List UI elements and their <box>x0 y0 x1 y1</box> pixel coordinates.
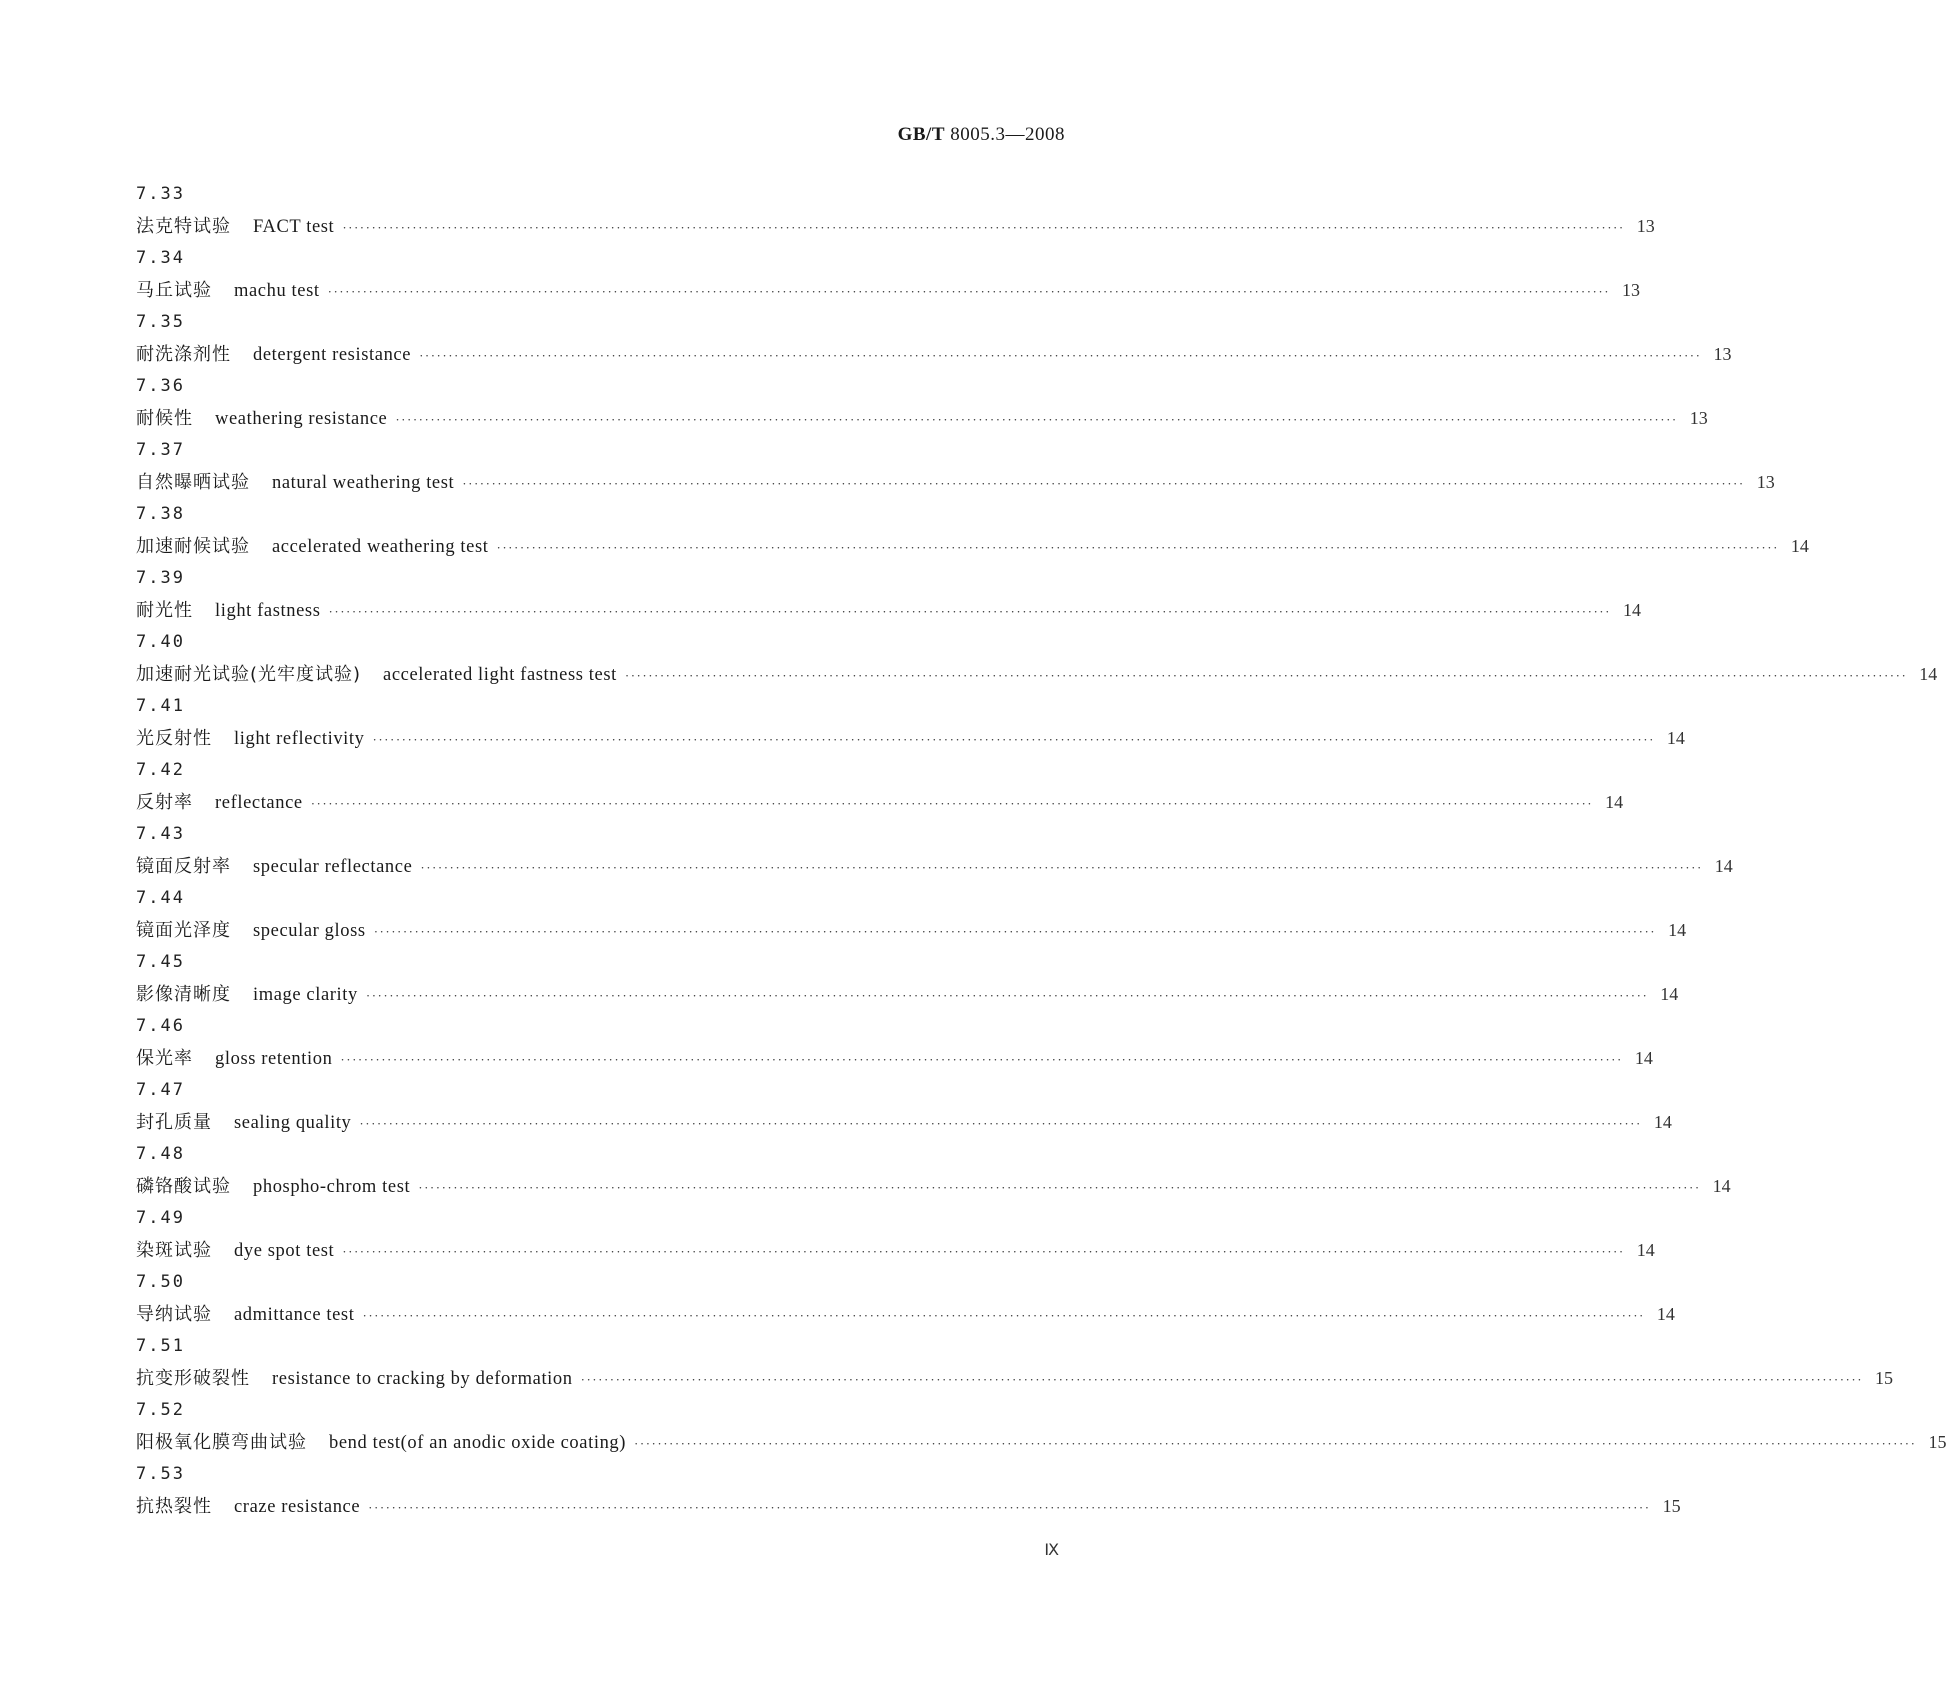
term-chinese: 耐洗涤剂性 <box>136 344 231 365</box>
entry-line <box>136 1170 1731 1202</box>
entry-line <box>136 914 1687 946</box>
entry-number: 7.47 <box>136 1080 185 1100</box>
entry-number: 7.38 <box>136 504 185 524</box>
term-english: bend test(of an anodic oxide coating) <box>329 1433 627 1453</box>
term-english: image clarity <box>253 985 358 1005</box>
term-english: specular gloss <box>253 921 366 941</box>
toc-entry <box>136 1202 1655 1266</box>
toc-entry <box>136 1074 1672 1138</box>
dot-leader: ···························································································································································································································· <box>420 860 1703 875</box>
term-english: weathering resistance <box>215 409 388 429</box>
dot-leader: ···························································································································································································································· <box>419 348 1702 363</box>
toc-entry <box>136 562 1641 626</box>
toc-entry <box>136 1010 1653 1074</box>
toc-entry <box>136 1266 1675 1330</box>
entry-page-number: 14 <box>1622 600 1641 620</box>
dot-leader: ···························································································································································································································· <box>462 476 1745 491</box>
term-english: admittance test <box>234 1305 355 1325</box>
term-chinese: 封孔质量 <box>136 1112 212 1133</box>
entry-page-number: 14 <box>1660 984 1679 1004</box>
entry-number: 7.33 <box>136 184 185 204</box>
term-chinese: 马丘试验 <box>136 280 212 301</box>
term-chinese: 加速耐光试验(光牢度试验) <box>136 664 362 685</box>
dot-leader: ···························································································································································································································· <box>496 540 1779 555</box>
entry-line <box>136 1426 1946 1458</box>
term-chinese: 磷铬酸试验 <box>136 1176 231 1197</box>
toc-entry <box>136 1458 1681 1522</box>
entry-page-number: 13 <box>1713 344 1732 364</box>
term-chinese: 导纳试验 <box>136 1304 212 1325</box>
term-english: detergent resistance <box>253 345 412 365</box>
entry-number: 7.35 <box>136 312 185 332</box>
term-chinese: 镜面光泽度 <box>136 920 231 941</box>
term-english: resistance to cracking by deformation <box>272 1369 573 1389</box>
term-english: reflectance <box>215 793 303 813</box>
standard-code: GB/T <box>897 124 945 145</box>
entry-page-number: 14 <box>1656 1304 1675 1324</box>
entry-page-number: 14 <box>1605 792 1624 812</box>
entry-line <box>136 850 1733 882</box>
term-chinese: 镜面反射率 <box>136 856 231 877</box>
toc-entry <box>136 690 1685 754</box>
entry-page-number: 14 <box>1653 1112 1672 1132</box>
page-number: Ⅸ <box>1044 1542 1059 1559</box>
toc-entry <box>136 1138 1731 1202</box>
entry-number: 7.51 <box>136 1336 185 1356</box>
entry-page-number: 14 <box>1634 1048 1653 1068</box>
toc-entry <box>136 754 1624 818</box>
entry-number: 7.40 <box>136 632 185 652</box>
dot-leader: ···························································································································································································································· <box>327 284 1611 299</box>
entry-number: 7.36 <box>136 376 185 396</box>
entry-line <box>136 530 1809 562</box>
dot-leader: ···························································································································································································································· <box>328 604 1611 619</box>
term-english: specular reflectance <box>253 857 413 877</box>
dot-leader: ···························································································································································································································· <box>368 1500 1651 1515</box>
toc-entry <box>136 242 1641 306</box>
entry-number: 7.43 <box>136 824 185 844</box>
entry-number: 7.48 <box>136 1144 185 1164</box>
term-chinese: 染斑试验 <box>136 1240 212 1261</box>
toc-entry <box>136 434 1775 498</box>
term-chinese: 反射率 <box>136 792 193 813</box>
term-chinese: 保光率 <box>136 1048 193 1069</box>
term-english: accelerated light fastness test <box>383 665 617 685</box>
entry-page-number: 14 <box>1666 728 1685 748</box>
dot-leader: ···························································································································································································································· <box>418 1180 1701 1195</box>
toc-entry <box>136 1394 1946 1458</box>
term-chinese: 光反射性 <box>136 728 212 749</box>
entry-page-number: 15 <box>1928 1432 1946 1452</box>
toc-entry <box>136 370 1708 434</box>
entry-number: 7.42 <box>136 760 185 780</box>
dot-leader: ···························································································································································································································· <box>310 796 1594 811</box>
toc-entry <box>136 178 1655 242</box>
entry-page-number: 15 <box>1875 1368 1894 1388</box>
entry-line <box>136 978 1679 1010</box>
entry-line <box>136 1106 1672 1138</box>
document-header <box>898 124 1065 146</box>
entry-number: 7.50 <box>136 1272 185 1292</box>
table-of-contents <box>136 178 1946 1522</box>
entry-line <box>136 1490 1681 1522</box>
toc-entry <box>136 946 1679 1010</box>
entry-page-number: 13 <box>1689 408 1708 428</box>
term-english: machu test <box>234 281 320 301</box>
entry-line <box>136 1234 1655 1266</box>
entry-page-number: 14 <box>1919 664 1938 684</box>
term-english: natural weathering test <box>272 473 455 493</box>
toc-entry <box>136 882 1687 946</box>
entry-line <box>136 210 1655 242</box>
term-chinese: 加速耐候试验 <box>136 536 250 557</box>
entry-page-number: 14 <box>1668 920 1687 940</box>
entry-page-number: 13 <box>1756 472 1775 492</box>
dot-leader: ···························································································································································································································· <box>342 220 1625 235</box>
entry-number: 7.46 <box>136 1016 185 1036</box>
term-chinese: 耐候性 <box>136 408 193 429</box>
toc-entry <box>136 818 1733 882</box>
toc-entry <box>136 498 1809 562</box>
entry-number: 7.49 <box>136 1208 185 1228</box>
dot-leader: ···························································································································································································································· <box>362 1308 1645 1323</box>
term-english: light fastness <box>215 601 321 621</box>
entry-line <box>136 402 1708 434</box>
dot-leader: ···························································································································································································································· <box>359 1116 1642 1131</box>
term-chinese: 阳极氧化膜弯曲试验 <box>136 1432 307 1453</box>
entry-page-number: 14 <box>1712 1176 1731 1196</box>
term-english: phospho-chrom test <box>253 1177 411 1197</box>
entry-line <box>136 594 1641 626</box>
entry-number: 7.44 <box>136 888 185 908</box>
dot-leader: ···························································································································································································································· <box>395 412 1678 427</box>
term-chinese: 耐光性 <box>136 600 193 621</box>
dot-leader: ···························································································································································································································· <box>624 668 1908 683</box>
standard-number: 8005.3—2008 <box>950 124 1065 145</box>
term-english: accelerated weathering test <box>272 537 489 557</box>
entry-line <box>136 786 1624 818</box>
entry-page-number: 14 <box>1790 536 1809 556</box>
term-english: light reflectivity <box>234 729 365 749</box>
entry-number: 7.45 <box>136 952 185 972</box>
dot-leader: ···························································································································································································································· <box>340 1052 1623 1067</box>
dot-leader: ···························································································································································································································· <box>634 1436 1917 1451</box>
entry-number: 7.41 <box>136 696 185 716</box>
term-chinese: 法克特试验 <box>136 216 231 237</box>
entry-number: 7.34 <box>136 248 185 268</box>
dot-leader: ···························································································································································································································· <box>373 924 1657 939</box>
entry-line <box>136 722 1685 754</box>
entry-line <box>136 466 1775 498</box>
term-chinese: 抗热裂性 <box>136 1496 212 1517</box>
entry-line <box>136 274 1641 306</box>
term-english: FACT test <box>253 217 335 237</box>
entry-page-number: 15 <box>1662 1496 1681 1516</box>
entry-page-number: 13 <box>1636 216 1655 236</box>
term-english: gloss retention <box>215 1049 333 1069</box>
term-chinese: 自然曝晒试验 <box>136 472 250 493</box>
entry-line <box>136 338 1732 370</box>
entry-number: 7.52 <box>136 1400 185 1420</box>
toc-entry <box>136 306 1732 370</box>
entry-number: 7.37 <box>136 440 185 460</box>
term-english: dye spot test <box>234 1241 335 1261</box>
entry-line <box>136 658 1938 690</box>
entry-line <box>136 1042 1653 1074</box>
dot-leader: ···························································································································································································································· <box>372 732 1655 747</box>
term-chinese: 影像清晰度 <box>136 984 231 1005</box>
entry-number: 7.39 <box>136 568 185 588</box>
dot-leader: ···························································································································································································································· <box>580 1372 1864 1387</box>
dot-leader: ···························································································································································································································· <box>365 988 1649 1003</box>
toc-entry <box>136 1330 1894 1394</box>
entry-line <box>136 1298 1675 1330</box>
entry-page-number: 14 <box>1636 1240 1655 1260</box>
term-chinese: 抗变形破裂性 <box>136 1368 250 1389</box>
term-english: craze resistance <box>234 1497 361 1517</box>
entry-page-number: 13 <box>1622 280 1641 300</box>
entry-page-number: 14 <box>1714 856 1733 876</box>
term-english: sealing quality <box>234 1113 352 1133</box>
entry-number: 7.53 <box>136 1464 185 1484</box>
dot-leader: ···························································································································································································································· <box>342 1244 1625 1259</box>
entry-line <box>136 1362 1894 1394</box>
toc-entry <box>136 626 1938 690</box>
